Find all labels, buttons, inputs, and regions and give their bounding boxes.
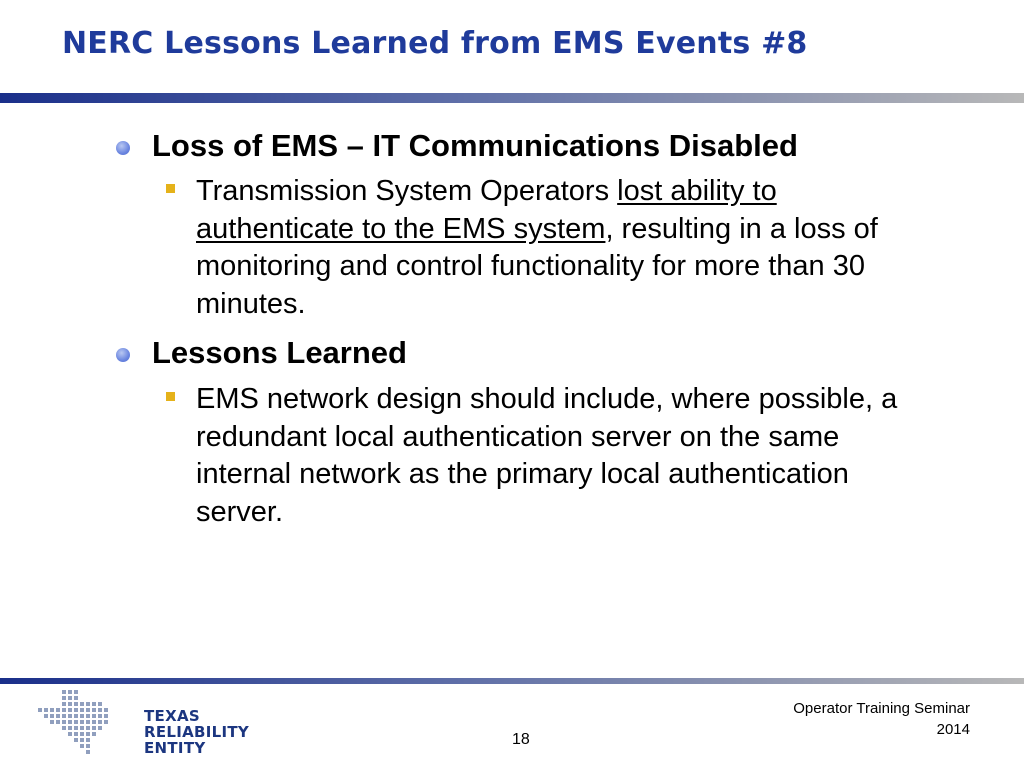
sub-bullet-square-icon bbox=[166, 392, 175, 401]
sub-text-underlined: lost ability to authenticate to the EMS system bbox=[196, 175, 777, 245]
seminar-title: Operator Training Seminar bbox=[793, 700, 970, 717]
sub-bullet-square-icon bbox=[166, 184, 175, 193]
logo-text-line-3: ENTITY bbox=[144, 739, 206, 757]
footer-seminar bbox=[793, 698, 970, 740]
sub-bullet-text-1 bbox=[196, 173, 926, 323]
texas-reliability-entity-logo bbox=[32, 688, 250, 760]
slide-title: NERC Lessons Learned from EMS Events #8 bbox=[62, 26, 808, 61]
bullet-dot-icon bbox=[116, 348, 130, 362]
seminar-year: 2014 bbox=[936, 721, 970, 738]
sub-text-after: , resulting in a loss of monitoring and control functionality for more than 30 minutes. bbox=[196, 212, 878, 320]
logo-text-line-2: RELIABILITY bbox=[144, 723, 250, 741]
sub-bullet-text-2: EMS network design should include, where possible, a redundant local authentication server on the same internal network as the primary local authentication server. bbox=[196, 383, 898, 528]
bullet-heading-1: Loss of EMS – IT Communications Disabled bbox=[152, 128, 798, 163]
logo-text-line-1: TEXAS bbox=[144, 707, 200, 725]
title-divider bbox=[0, 93, 1024, 103]
footer-divider bbox=[0, 678, 1024, 684]
sub-text-before: Transmission System Operators bbox=[196, 175, 618, 207]
bullet-heading-2: Lessons Learned bbox=[152, 335, 407, 370]
page-number: 18 bbox=[512, 731, 530, 748]
bullet-dot-icon bbox=[116, 141, 130, 155]
